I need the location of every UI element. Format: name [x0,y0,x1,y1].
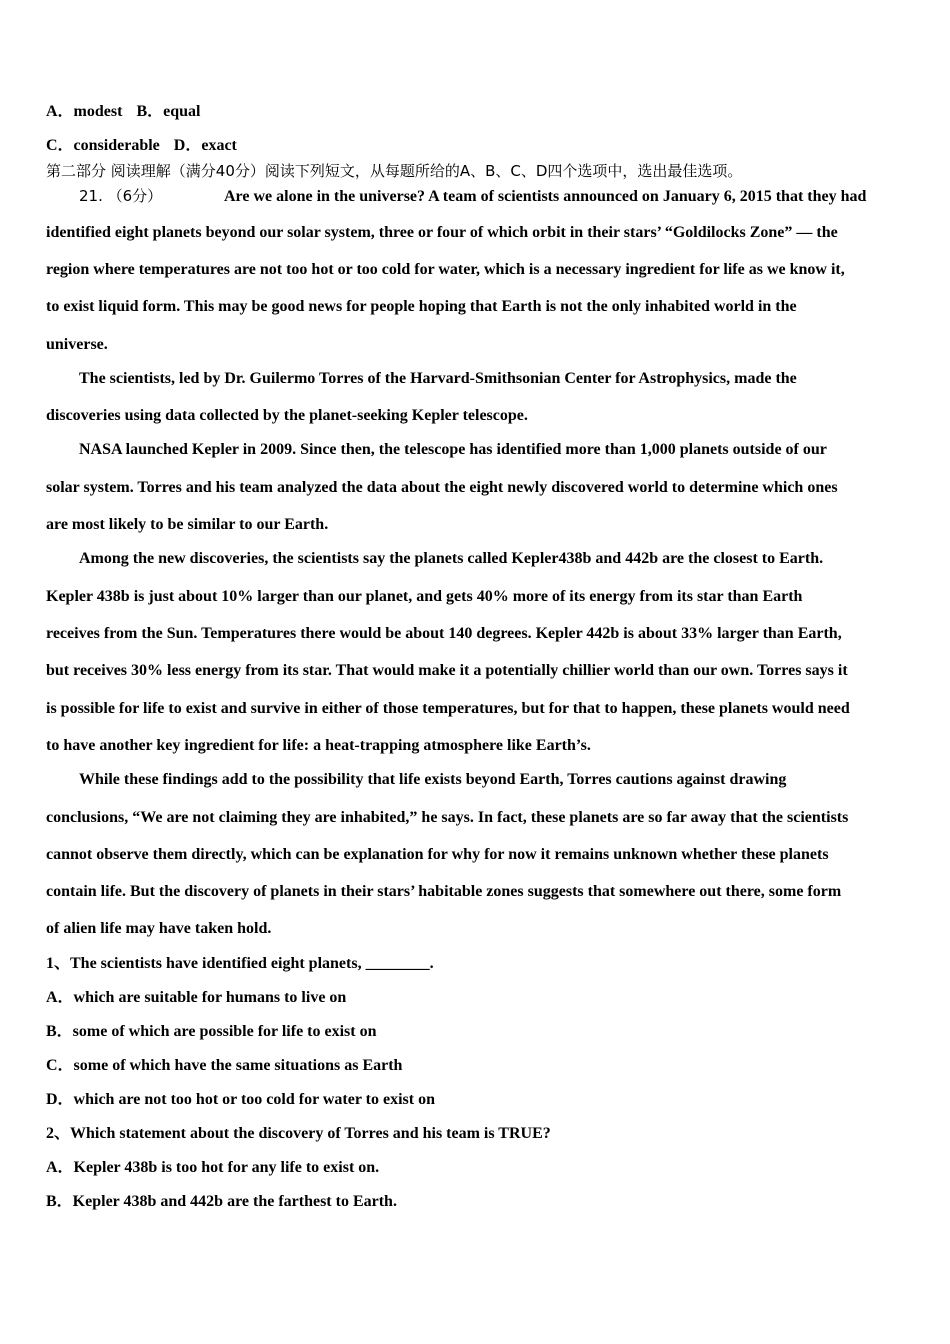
passage-line: to exist liquid form. This may be good news for people hoping that Earth is not the only inhabited world in the [46,298,797,315]
passage-line: but receives 30% less energy from its star. That would make it a potentially chillier world than our own. Torres says it [46,662,848,679]
passage-line: Kepler 438b is just about 10% larger than our planet, and gets 40% more of its energy from its star than Earth [46,588,803,605]
passage-line: are most likely to be similar to our Earth. [46,516,329,533]
passage-line: universe. [46,336,108,353]
passage-line: region where temperatures are not too hot or too cold for water, which is a necessary ingredient for life as we know it, [46,261,845,278]
prev-option-b: B．equal [136,103,201,120]
passage-line: conclusions, “We are not claiming they are inhabited,” he says. In fact, these planets are so far away that the scientists [46,809,849,826]
prev-options-row-1 [46,102,200,122]
passage-line: While these findings add to the possibility that life exists beyond Earth, Torres cautions against drawing [79,771,787,788]
question-stem: 2、Which statement about the discovery of Torres and his team is TRUE? [46,1125,551,1142]
section-header: 第二部分 阅读理解（满分40分）阅读下列短文，从每题所给的A、B、C、D四个选项中，选出最佳选项。 [46,162,743,180]
answer-option-c: C．some of which have the same situations as Earth [46,1057,403,1074]
answer-option-a: A．Kepler 438b is too hot for any life to exist on. [46,1159,380,1176]
answer-option-a: A．which are suitable for humans to live on [46,989,347,1006]
prev-option-a: A．modest [46,103,123,120]
passage-line: discoveries using data collected by the planet-seeking Kepler telescope. [46,407,528,424]
prev-options-row-2 [46,136,237,156]
passage-line: solar system. Torres and his team analyzed the data about the eight newly discovered world to determine which ones [46,479,838,496]
question-stem: 1、The scientists have identified eight planets, ________. [46,955,434,972]
answer-option-d: D．which are not too hot or too cold for water to exist on [46,1091,436,1108]
passage-line: contain life. But the discovery of planets in their stars’ habitable zones suggests that somewhere out there, some form [46,883,842,900]
answer-option-b: B．some of which are possible for life to exist on [46,1023,377,1040]
passage-line: The scientists, led by Dr. Guilermo Torres of the Harvard-Smithsonian Center for Astrophysics, made the [79,370,797,387]
passage-line: cannot observe them directly, which can be explanation for why for now it remains unknown whether these planets [46,846,829,863]
passage-line: receives from the Sun. Temperatures there would be about 140 degrees. Kepler 442b is about 33% larger than Earth, [46,625,842,642]
passage-line: of alien life may have taken hold. [46,920,272,937]
prev-option-c: C．considerable [46,137,160,154]
passage-line: identified eight planets beyond our solar system, three or four of which orbit in their stars’ “Goldilocks Zone” — the [46,224,838,241]
passage-line: to have another key ingredient for life: a heat-trapping atmosphere like Earth’s. [46,737,591,754]
passage-line: 21. （6分） Are we alone in the universe? A team of scientists announced on January 6, 2015 that they had [46,186,866,207]
passage-line: NASA launched Kepler in 2009. Since then, the telescope has identified more than 1,000 planets outside of our [79,441,827,458]
passage-line: is possible for life to exist and survive in either of those temperatures, but for that to happen, these planets would need [46,700,850,717]
prev-option-d: D．exact [173,137,237,154]
answer-option-b: B．Kepler 438b and 442b are the farthest to Earth. [46,1193,397,1210]
passage-line: Among the new discoveries, the scientists say the planets called Kepler438b and 442b are the closest to Earth. [79,550,824,567]
question-number: 21. （6分） [79,187,163,205]
